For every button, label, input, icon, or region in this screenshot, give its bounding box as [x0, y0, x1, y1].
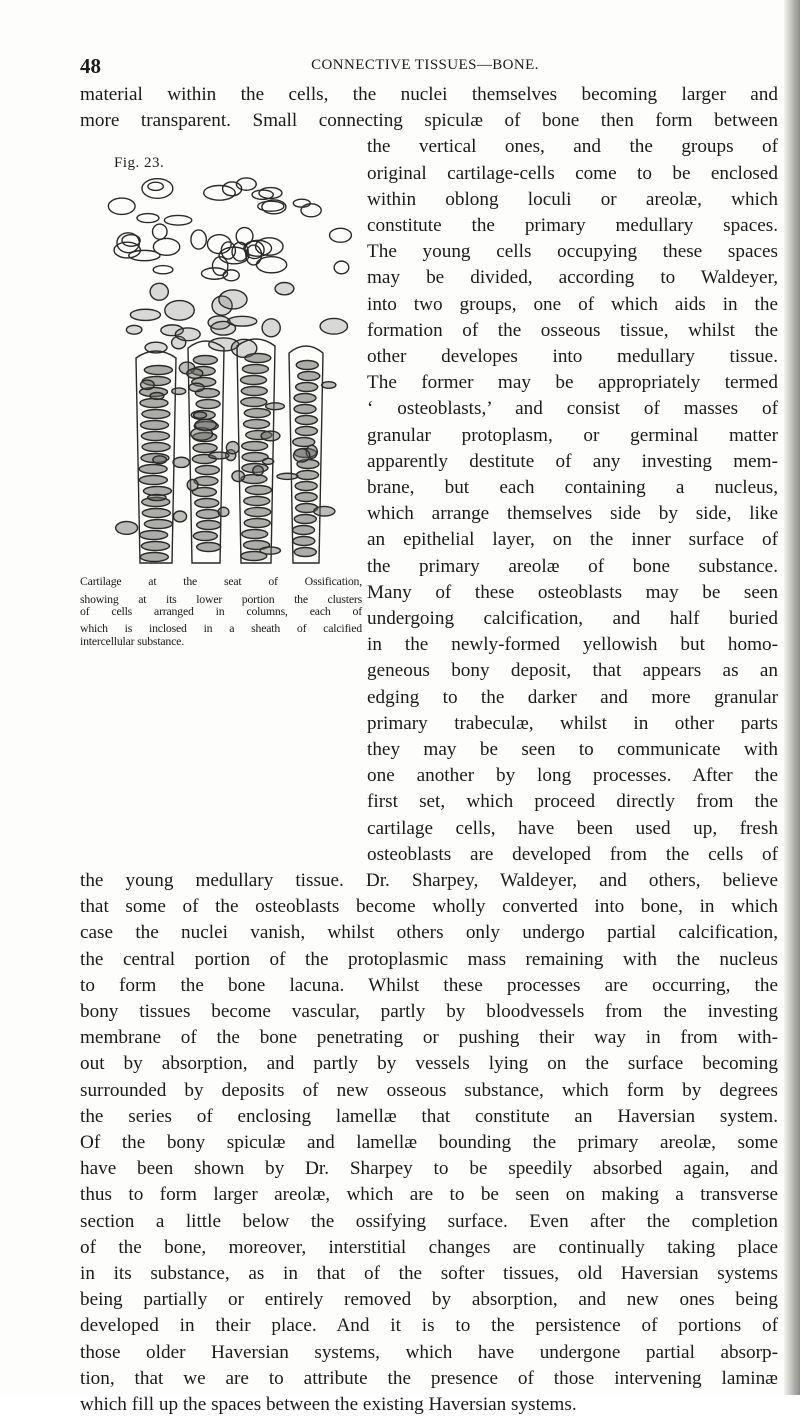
text-line: which arrange themselves side by side, like — [367, 503, 778, 525]
cartilage-cell — [195, 419, 216, 430]
text-line: thus to form larger areolæ, which are to be seen on making a transverse — [80, 1184, 778, 1206]
cartilage-cell — [193, 532, 217, 541]
text-line: tion, that we are to attribute the presence of those intervening laminæ — [80, 1367, 778, 1389]
text-line: constitute the primary medullary spaces. — [367, 215, 778, 236]
cartilage-cell — [142, 410, 170, 419]
cartilage-cell — [295, 482, 317, 491]
cartilage-cell — [197, 543, 221, 552]
text-line: formation of the osseous tissue, whilst the — [367, 319, 778, 341]
cartilage-cell — [301, 204, 321, 217]
text-line: within oblong loculi or areolæ, which — [367, 188, 778, 210]
running-head: CONNECTIVE TISSUES—BONE. — [311, 57, 539, 73]
text-line: in its substance, as in that of the softer tissues, old Haversian systems — [80, 1263, 778, 1284]
cartilage-cell — [196, 510, 220, 519]
cartilage-cell — [242, 442, 268, 451]
text-line: The young cells occupying these spaces — [367, 241, 778, 263]
cartilage-cell — [245, 354, 271, 363]
cartilage-cell — [244, 497, 270, 506]
cartilage-cell — [150, 283, 168, 300]
cartilage-cell — [256, 257, 286, 273]
cartilage-cell — [263, 458, 274, 464]
cartilage-cell — [195, 499, 219, 508]
cartilage-cell — [275, 283, 294, 295]
cartilage-cell — [252, 190, 273, 199]
cartilage-cell — [253, 466, 264, 476]
cartilage-cell — [241, 376, 267, 385]
caption-line: intercellular substance. — [80, 634, 184, 648]
cartilage-cell — [141, 380, 155, 389]
cartilage-cell — [148, 182, 163, 190]
cartilage-cell — [295, 493, 317, 502]
cartilage-cell — [130, 309, 160, 320]
cartilage-cell — [207, 235, 231, 254]
text-line: which fill up the spaces between the existing Haversian systems. — [80, 1394, 577, 1415]
cartilage-cell — [296, 471, 318, 480]
text-line: other developes into medullary tissue. — [367, 346, 778, 367]
text-line: the central portion of the protoplasmic mass remaining with the nucleus — [80, 948, 778, 970]
text-line: edging to the darker and more granular — [367, 686, 778, 708]
cartilage-cell — [228, 316, 257, 326]
figure-cartilage-illustration — [96, 168, 366, 570]
page-edge — [784, 0, 800, 1395]
cartilage-cell — [141, 542, 169, 551]
text-line: surrounded by deposits of new osseous substance, which form by degrees — [80, 1079, 778, 1101]
cartilage-cell — [295, 416, 317, 425]
text-line: section a little below the ossifying surface. Even after the completion — [80, 1210, 778, 1232]
text-line: the series of enclosing lamellæ that constitute an Haversian system. — [80, 1105, 778, 1127]
caption-line: which is inclosed in a sheath of calcified — [80, 621, 362, 635]
caption-line: showing at its lower portion the clusters — [80, 592, 362, 606]
cartilage-cell — [139, 465, 167, 474]
cartilage-cell — [246, 486, 272, 495]
cartilage-cell — [277, 473, 298, 479]
cartilage-cell — [141, 421, 169, 430]
text-line: cartilage cells, have been used up, fresh — [367, 817, 778, 839]
cartilage-cell — [322, 382, 336, 389]
cartilage-cell — [153, 266, 173, 274]
cartilage-cell — [174, 511, 187, 522]
cartilage-cell — [197, 521, 221, 530]
cartilage-cell — [142, 509, 170, 518]
cartilage-cell — [165, 301, 194, 321]
cartilage-cell — [219, 290, 247, 309]
cartilage-cell — [218, 507, 229, 516]
cartilage-cell — [191, 230, 206, 249]
cartilage-cell — [194, 412, 207, 418]
cartilage-cell — [330, 228, 352, 242]
cartilage-cell — [193, 444, 217, 453]
cartilage-cell — [164, 215, 191, 225]
cartilage-cell — [260, 547, 280, 554]
text-line: being partially or entirely removed by absorption, and new ones being — [80, 1289, 778, 1311]
text-line: undergoing calcification, and half buried — [367, 608, 778, 629]
cartilage-cell — [241, 387, 267, 396]
cartilage-cell — [314, 506, 335, 516]
text-line: osteoblasts are developed from the cells of — [367, 843, 778, 865]
text-line: case the nuclei vanish, whilst others only undergo partial calcification, — [80, 922, 778, 944]
text-line: bony tissues become vascular, partly by bloodvessels from the investing — [80, 1001, 778, 1022]
cartilage-cell — [245, 508, 271, 517]
cartilage-cell — [140, 553, 168, 562]
text-line: the primary areolæ of bone substance. — [367, 555, 778, 577]
cartilage-cell — [209, 452, 229, 459]
cartilage-cell — [293, 199, 310, 207]
cartilage-cell — [244, 420, 270, 429]
cartilage-cell — [144, 366, 172, 375]
cartilage-cell — [196, 400, 220, 409]
cartilage-cell — [261, 431, 280, 441]
text-line: primary trabeculæ, whilst in other parts — [367, 712, 778, 734]
cartilage-cell — [293, 526, 315, 535]
text-line: may be divided, according to Waldeyer, — [367, 267, 778, 289]
cartilage-cell — [187, 369, 203, 379]
cartilage-cell — [294, 405, 316, 414]
text-line: that some of the osteoblasts become wholly converted into bone, in which — [80, 896, 778, 918]
cartilage-cell — [175, 328, 200, 341]
figure-label: Fig. 23. — [114, 155, 165, 171]
cartilage-cell — [259, 188, 282, 199]
text-line: have been shown by Dr. Sharpey to be speedily absorbed again, and — [80, 1158, 778, 1180]
text-line: brane, but each containing a nucleus, — [367, 477, 778, 498]
text-line: those older Haversian systems, which have undergone partial absorp- — [80, 1341, 778, 1363]
cartilage-cell — [266, 403, 285, 410]
cartilage-cell — [142, 443, 170, 452]
text-line: into two groups, one of which aids in the — [367, 293, 778, 315]
cartilage-cell — [294, 449, 310, 462]
text-line: apparently destitute of any investing mem- — [367, 450, 778, 472]
page-header — [80, 54, 770, 78]
text-line: Of the bony spiculæ and lamellæ bounding the primary areolæ, some — [80, 1132, 778, 1153]
cartilage-cell — [295, 427, 317, 436]
cartilage-cell — [144, 520, 172, 529]
text-line: the vertical ones, and the groups of — [367, 136, 778, 158]
text-line: The former may be appropriately termed — [367, 372, 778, 394]
text-line: geneous bony deposit, that appears as an — [367, 660, 778, 682]
cartilage-cell — [226, 442, 239, 454]
cartilage-cell — [187, 479, 198, 490]
cartilage-cell — [137, 214, 159, 223]
cartilage-cell — [244, 519, 270, 528]
cartilage-cell — [294, 515, 316, 524]
cartilage-cell — [334, 261, 349, 274]
text-line: original cartilage-cells come to be enclosed — [367, 162, 778, 184]
text-line: out by absorption, and partly by vessels lying on the surface becoming — [80, 1053, 778, 1075]
text-line: of the bone, moreover, interstitial changes are continually taking place — [80, 1236, 778, 1258]
cartilage-cell — [126, 325, 141, 334]
text-line: material within the cells, the nuclei themselves becoming larger and — [80, 84, 778, 105]
text-line: first set, which proceed directly from the — [367, 791, 778, 813]
cartilage-cell — [195, 466, 219, 475]
text-line: granular protoplasm, or germinal matter — [367, 424, 778, 446]
text-line: Many of these osteoblasts may be seen — [367, 581, 778, 603]
cartilage-cell — [296, 383, 318, 392]
cartilage-cell — [242, 365, 268, 374]
cartilage-cell — [153, 238, 179, 255]
cartilage-cell — [241, 398, 267, 407]
cartilage-cell — [116, 522, 138, 535]
text-line: to form the bone lacuna. Whilst these processes are occurring, the — [80, 974, 778, 996]
cartilage-cell — [294, 548, 316, 557]
cartilage-cell — [189, 383, 204, 391]
text-line: they may be seen to communicate with — [367, 739, 778, 760]
cartilage-cell — [140, 531, 168, 540]
cartilage-cell — [293, 537, 315, 546]
cartilage-cell — [108, 198, 135, 214]
page-number: 48 — [80, 54, 101, 78]
caption-line: Cartilage at the seat of Ossification, — [80, 574, 362, 588]
cartilage-cell — [294, 394, 316, 403]
cartilage-cell — [193, 356, 217, 365]
cartilage-cell — [148, 494, 166, 500]
text-line: in the newly-formed yellowish but homo- — [367, 634, 778, 656]
cartilage-cell — [296, 361, 318, 370]
cartilage-cell — [242, 530, 268, 539]
cartilage-cell — [262, 319, 280, 337]
cartilage-cell — [153, 224, 168, 239]
cartilage-cell — [298, 372, 320, 381]
cartilage-cell — [204, 185, 236, 200]
text-line: developed in their place. And it is to the persistence of portions of — [80, 1315, 778, 1337]
cartilage-cell — [140, 399, 168, 408]
caption-line: of cells arranged in columns, each of — [80, 604, 362, 618]
cartilage-cell — [232, 471, 245, 482]
cartilage-cell — [153, 456, 167, 464]
text-line: an epithelial layer, on the inner surface of — [367, 529, 778, 551]
text-line: the young medullary tissue. Dr. Sharpey, Waldeyer, and others, believe — [80, 870, 778, 891]
cartilage-cell — [172, 388, 186, 394]
cartilage-cell — [173, 457, 189, 467]
cartilage-cell — [141, 432, 169, 441]
text-line: one another by long processes. After the — [367, 765, 778, 787]
cartilage-cell — [320, 318, 347, 334]
text-line: more transparent. Small connecting spiculæ of bone then form between — [80, 110, 778, 132]
cartilage-cell — [139, 476, 167, 485]
cartilage-cell — [244, 409, 270, 418]
text-line: ‘ osteoblasts,’ and consist of masses of — [367, 398, 778, 420]
cartilage-cell — [150, 392, 164, 399]
text-line: membrane of the bone penetrating or pushing their way in from with- — [80, 1027, 778, 1049]
